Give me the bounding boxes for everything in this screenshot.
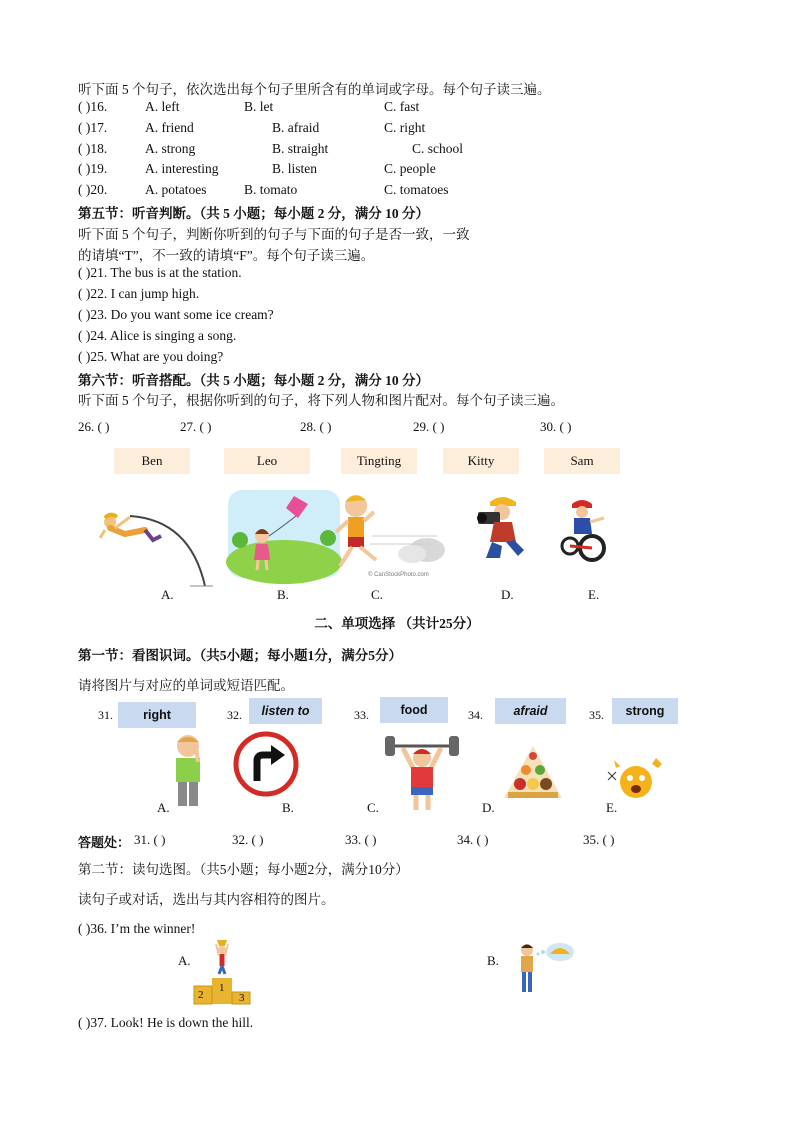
- word-box-right: right: [118, 702, 196, 728]
- photographer-picture: [472, 494, 532, 564]
- weightlifter-picture: [383, 734, 461, 814]
- question-number: ( )18.: [78, 141, 108, 156]
- name-box-kitty: Kitty: [443, 448, 519, 474]
- question-21: ( )21. The bus is at the station.: [78, 265, 242, 280]
- item-number-34: 34.: [468, 708, 483, 722]
- item-number-32: 32.: [227, 708, 242, 722]
- option-b: B. let: [244, 99, 274, 114]
- option-a: A. friend: [145, 120, 194, 135]
- option-b: B. straight: [272, 141, 329, 156]
- answer-blank-32[interactable]: 32. ( ): [232, 832, 264, 847]
- question-number: ( )17.: [78, 120, 108, 135]
- question-number: ( )19.: [78, 161, 108, 176]
- podium-number-2: 2: [198, 989, 204, 1001]
- answer-blank-26[interactable]: 26. ( ): [78, 419, 110, 434]
- picture-label-d: D.: [501, 587, 514, 602]
- option-c: C. tomatoes: [384, 182, 449, 197]
- question-number: ( )16.: [78, 99, 108, 114]
- scared-face-icon: [604, 752, 666, 804]
- picture-label-c: C.: [371, 587, 383, 602]
- podium-number-3: 3: [239, 992, 245, 1004]
- picture-label-e: E.: [588, 587, 600, 602]
- word-box-listen-to: listen to: [249, 698, 322, 724]
- p2s2-title: 第二节：读句选图。（共5小题；每小题2分，满分10分）: [78, 862, 409, 877]
- p2s1-title: 第一节：看图识词。（共5小题；每小题1分，满分5分）: [78, 648, 402, 663]
- right-turn-sign-icon: [233, 731, 299, 797]
- item-number-33: 33.: [354, 708, 369, 722]
- option-a: A. interesting: [145, 161, 219, 176]
- section5-title: 第五节：听音判断。（共 5 小题；每小题 2 分，满分 10 分）: [78, 206, 429, 221]
- picture-label-e: E.: [606, 800, 618, 815]
- kite-picture: [228, 490, 340, 578]
- item-number-35: 35.: [589, 708, 604, 722]
- option-a: A. potatoes: [145, 182, 207, 197]
- name-box-leo: Leo: [224, 448, 310, 474]
- answer-blank-28[interactable]: 28. ( ): [300, 419, 332, 434]
- podium-number-1: 1: [219, 982, 225, 994]
- section4-instruction: 听下面 5 个句子，依次选出每个句子里所含有的单词或字母。每个句子读三遍。: [78, 82, 551, 97]
- question-23: ( )23. Do you want some ice cream?: [78, 307, 274, 322]
- p2s1-instruction: 请将图片与对应的单词或短语匹配。: [78, 678, 294, 693]
- option-label-a: A.: [178, 953, 191, 968]
- picture-label-a: A.: [161, 587, 174, 602]
- word-box-food: food: [380, 697, 448, 723]
- answer-blank-29[interactable]: 29. ( ): [413, 419, 445, 434]
- picture-label-c: C.: [367, 800, 379, 815]
- option-a: A. left: [145, 99, 180, 114]
- option-c: C. fast: [384, 99, 420, 114]
- option-b: B. tomato: [244, 182, 298, 197]
- item-number-31: 31.: [98, 708, 113, 722]
- boy-dreaming-picture: [516, 940, 576, 996]
- answer-blank-31[interactable]: 31. ( ): [134, 832, 166, 847]
- question-number: ( )20.: [78, 182, 108, 197]
- answer-blank-30[interactable]: 30. ( ): [540, 419, 572, 434]
- answer-blank-33[interactable]: 33. ( ): [345, 832, 377, 847]
- picture-label-d: D.: [482, 800, 495, 815]
- name-box-ben: Ben: [114, 448, 190, 474]
- word-box-strong: strong: [612, 698, 678, 724]
- question-36: ( )36. I’m the winner!: [78, 921, 196, 936]
- option-c: C. school: [412, 141, 464, 156]
- option-label-b: B.: [487, 953, 499, 968]
- part2-title: 二、单项选择 （共计25分）: [314, 616, 480, 631]
- watermark-text: © CanStockPhoto.com: [368, 572, 429, 578]
- question-22: ( )22. I can jump high.: [78, 286, 200, 301]
- pole-vault-picture: [95, 500, 215, 590]
- picture-label-a: A.: [157, 800, 170, 815]
- answer-blank-34[interactable]: 34. ( ): [457, 832, 489, 847]
- answer-blank-27[interactable]: 27. ( ): [180, 419, 212, 434]
- running-boy-picture: [332, 488, 447, 583]
- answer-blank-35[interactable]: 35. ( ): [583, 832, 615, 847]
- boy-thinking-picture: [166, 732, 210, 812]
- question-37: ( )37. Look! He is down the hill.: [78, 1015, 254, 1030]
- answer-label: 答题处：: [78, 835, 131, 850]
- question-25: ( )25. What are you doing?: [78, 349, 224, 364]
- section6-title: 第六节：听音搭配。（共 5 小题；每小题 2 分，满分 10 分）: [78, 373, 429, 388]
- option-a: A. strong: [145, 141, 196, 156]
- picture-label-b: B.: [282, 800, 294, 815]
- picture-label-b: B.: [277, 587, 289, 602]
- option-b: B. afraid: [272, 120, 320, 135]
- section5-instruction: 听下面 5 个句子，判断你听到的句子与下面的句子是否一致，一致: [78, 227, 470, 242]
- section5-instruction: 的请填“T”，不一致的请填“F”。每个句子读三遍。: [78, 248, 375, 263]
- word-box-afraid: afraid: [495, 698, 566, 724]
- option-b: B. listen: [272, 161, 318, 176]
- section6-instruction: 听下面 5 个句子，根据你听到的句子，将下列人物和图片配对。每个句子读三遍。: [78, 393, 564, 408]
- cyclist-picture: [560, 496, 610, 564]
- food-pyramid-picture: [502, 744, 564, 800]
- name-box-sam: Sam: [544, 448, 620, 474]
- option-c: C. people: [384, 161, 436, 176]
- option-c: C. right: [384, 120, 426, 135]
- name-box-tingting: Tingting: [341, 448, 417, 474]
- question-24: ( )24. Alice is singing a song.: [78, 328, 237, 343]
- p2s2-instruction: 读句子或对话，选出与其内容相符的图片。: [78, 892, 335, 907]
